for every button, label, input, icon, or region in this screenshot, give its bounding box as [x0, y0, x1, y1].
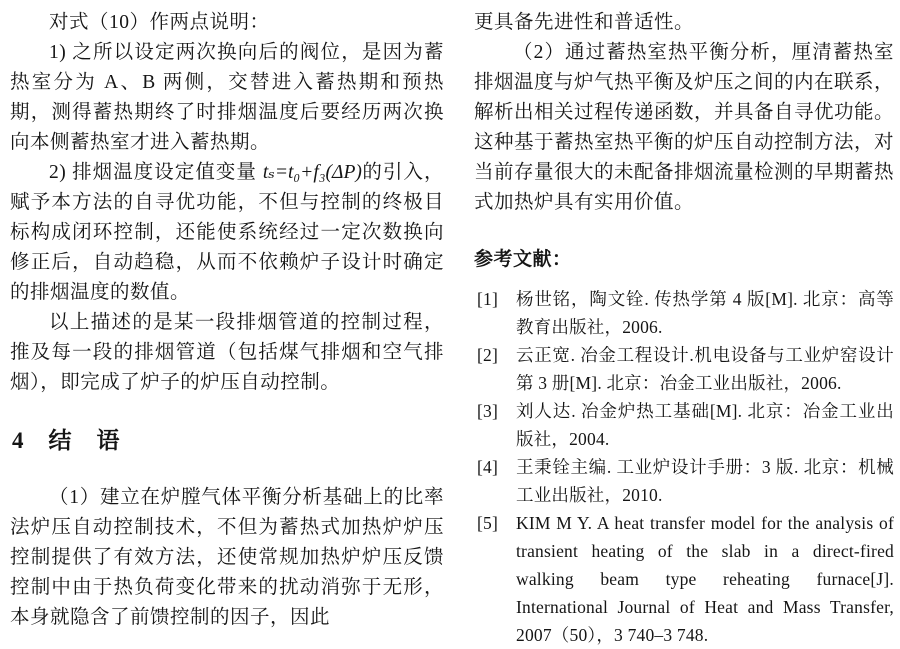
reference-text: 云正宽. 冶金工程设计.机电设备与工业炉窑设计第 3 册[M]. 北京：冶金工业出版社，2006.	[516, 345, 894, 393]
reference-text: KIM M Y. A heat transfer model for the analysis of transient heating of the slab in a direct-fired walking beam type reheating furnace[J]. International Journal of Heat and Mass Transfer, 2007（50），3 740–3 748.	[516, 513, 894, 645]
reference-text: 王秉铨主编. 工业炉设计手册：3 版. 北京：机械工业出版社，2010.	[516, 457, 894, 505]
paragraph-note-2-tail: 的引入，赋予本方法的自寻优功能，不但与控制的终极目标构成闭环控制，还能使系统经过一定次数换向修正后，自动趋稳，从而不依赖炉子设计时确定的排烟温度的数值。	[10, 162, 444, 303]
paragraph-notes-intro: 对式（10）作两点说明：	[49, 12, 270, 33]
reference-marker: [2]	[477, 345, 499, 365]
column-right	[474, 8, 894, 643]
paragraph-note-2	[10, 158, 444, 308]
reference-text: 杨世铭，陶文铨. 传热学第 4 版[M]. 北京：高等教育出版社，2006.	[516, 289, 894, 337]
paragraph-conclusion-1-continued: 更具备先进性和普适性。	[474, 12, 695, 33]
reference-marker: [5]	[477, 513, 499, 533]
paragraph-conclusion-2: （2）通过蓄热室热平衡分析，厘清蓄热室排烟温度与炉气热平衡及炉压之间的内在联系，解析出相关过程传递函数，并具备自寻优功能。这种基于蓄热室热平衡的炉压自动控制方法，对当前存量很大的未配备排烟流量检测的早期蓄热式加热炉具有实用价值。	[474, 42, 895, 213]
column-left	[10, 8, 444, 643]
section-heading-conclusion: 4 结 语	[12, 428, 121, 453]
reference-item-1	[474, 285, 894, 341]
reference-item-5	[474, 509, 894, 649]
paragraph-summary: 以上描述的是某一段排烟管道的控制过程，推及每一段的排烟管道（包括煤气排烟和空气排烟），即完成了炉子的炉压自动控制。	[10, 312, 444, 393]
inline-formula: tₛ=t₀+f₃(ΔP)	[262, 162, 362, 183]
reference-text: 刘人达. 冶金炉热工基础[M]. 北京：冶金工业出版社，2004.	[516, 401, 894, 449]
reference-marker: [4]	[477, 457, 499, 477]
reference-item-3	[474, 397, 894, 453]
reference-item-4	[474, 453, 894, 509]
paragraph-note-1: 1) 之所以设定两次换向后的阀位，是因为蓄热室分为 A、B 两侧，交替进入蓄热期和预热期，测得蓄热期终了时排烟温度后要经历两次换向本侧蓄热室才进入蓄热期。	[10, 42, 444, 153]
reference-marker: [3]	[477, 401, 499, 421]
reference-marker: [1]	[477, 289, 499, 309]
paragraph-note-2-lead: 2) 排烟温度设定值变量	[49, 162, 263, 183]
references-heading: 参考文献：	[474, 249, 572, 270]
paragraph-conclusion-1: （1）建立在炉膛气体平衡分析基础上的比率法炉压自动控制技术，不但为蓄热式加热炉炉压控制提供了有效方法，还使常规加热炉炉压反馈控制中由于热负荷变化带来的扰动消弥于无形，本身就隐含了前馈控制的因子，因此	[10, 487, 444, 628]
reference-item-2	[474, 341, 894, 397]
